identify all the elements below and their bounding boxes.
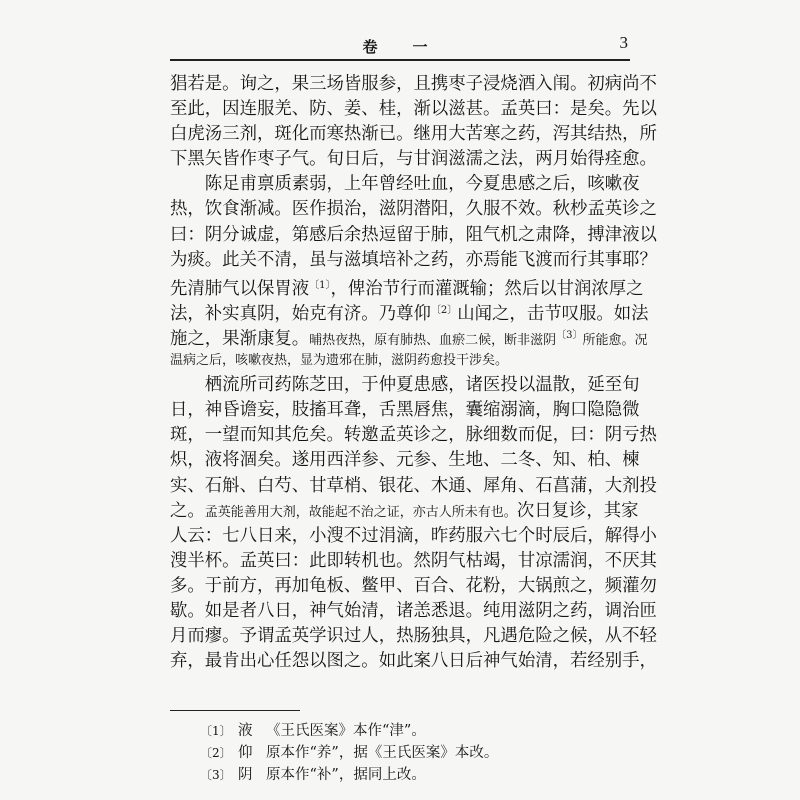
text-line: 至此，因连服羌、防、姜、桂，渐以滋甚。孟英曰：是矣。先以 bbox=[170, 99, 657, 120]
text-line: 曰：阴分诚虚，第感后余热逗留于肺，阻气机之肃降，搏津液以 bbox=[170, 224, 657, 245]
text-line bbox=[170, 323, 648, 349]
page-number: 3 bbox=[619, 33, 628, 52]
text-segment: 次日复诊，其家 bbox=[516, 500, 639, 521]
footnote-text: 《王氏医案》本作“津”。 bbox=[266, 723, 426, 739]
header-divider bbox=[170, 59, 630, 61]
footnote bbox=[200, 720, 620, 742]
commentary-note: 晡热夜热，原有肺热、血瘀二候，断非滋阴 bbox=[309, 332, 557, 348]
text-segment: 施之，果渐康复。 bbox=[170, 328, 310, 349]
footnote-ref-1[interactable]: 〔1〕 bbox=[309, 279, 331, 291]
footnote-ref-2[interactable]: 〔2〕 bbox=[430, 304, 458, 316]
book-page bbox=[170, 28, 657, 788]
text-line bbox=[170, 273, 644, 299]
text-line bbox=[170, 499, 639, 524]
text-line: 溲半杯。孟英曰：此即转机也。然阴气枯竭，甘凉濡润，不厌其 bbox=[170, 550, 657, 571]
text-line: 日，神昏谵妄，肢搐耳聋，舌黑唇焦，囊缩溺滴，胸口隐隐微 bbox=[170, 400, 640, 421]
footnote-text: 原本作“养”，据《王氏医案》本改。 bbox=[266, 745, 499, 761]
commentary-line: 温病之后，咳嗽夜热，显为遗邪在肺，滋阴药愈投干涉矣。 bbox=[170, 353, 509, 369]
text-line: 下黑矢皆作枣子气。旬日后，与甘润滋濡之法，两月始得痊愈。 bbox=[170, 149, 657, 170]
text-line: 为痰。此关不清，虽与滋填培补之药，亦焉能飞渡而行其事耶？ bbox=[170, 249, 657, 270]
footnote-word: 液 bbox=[238, 723, 253, 739]
text-line: 弃，最肯出心任怨以图之。如此案八日后神气始清，若经别手， bbox=[170, 651, 657, 672]
text-line: 陈足甫禀质素弱，上年曾经吐血，今夏患感之后，咳嗽夜 bbox=[170, 174, 640, 195]
text-line: 猖若是。询之，果三场皆服参，且携枣子浸烧酒入闱。初病尚不 bbox=[170, 74, 657, 94]
text-segment: 法，补实真阴，始克有济。乃尊仰 bbox=[170, 303, 431, 324]
main-text bbox=[170, 72, 657, 674]
footnote-divider bbox=[170, 710, 300, 711]
text-segment: ，俾治节行而灌溉输；然后以甘润浓厚之 bbox=[330, 278, 644, 299]
footnote-word: 仰 bbox=[238, 745, 253, 761]
footnote-mark: 〔2〕 bbox=[200, 746, 232, 760]
chapter-title: 卷 一 bbox=[362, 38, 438, 56]
commentary-note: 孟英能善用大剂，故能起不治之证，亦古人所未有也。 bbox=[204, 504, 517, 520]
footnote-ref-3[interactable]: 〔3〕 bbox=[556, 329, 583, 341]
text-line: 人云：七八日来，小溲不过涓滴，昨药服六七个时辰后，解得小 bbox=[170, 525, 657, 546]
text-line: 栖流所司药陈芝田，于仲夏患感，诸医投以温散，延至旬 bbox=[170, 375, 640, 396]
text-line: 炽，液将涸矣。遂用西洋参、元参、生地、二冬、知、柏、楝 bbox=[170, 450, 640, 471]
footnote bbox=[200, 764, 620, 786]
running-header bbox=[170, 28, 630, 62]
text-line: 月而瘳。予谓孟英学识过人，热肠独具，凡遇危险之候，从不轻 bbox=[170, 626, 657, 647]
text-line: 多。于前方，再加龟板、鳖甲、百合、花粉，大锅煎之，频灌勿 bbox=[170, 575, 657, 596]
footnote-mark: 〔1〕 bbox=[200, 724, 232, 738]
footnote bbox=[200, 742, 620, 764]
text-line: 斑，一望而知其危矣。转邀孟英诊之，脉细数而促，曰：阴亏热 bbox=[170, 425, 657, 446]
footnote-mark: 〔3〕 bbox=[200, 768, 232, 782]
footnote-text: 原本作“补”，据同上改。 bbox=[266, 767, 426, 783]
text-line: 实、石斛、白芍、甘草梢、银花、木通、犀角、石菖蒲，大剂投 bbox=[170, 475, 657, 496]
text-segment: 之。 bbox=[170, 500, 205, 521]
text-line bbox=[170, 298, 649, 324]
footnote-word: 阴 bbox=[238, 767, 253, 783]
text-line: 白虎汤三剂，斑化而寒热渐已。继用大苦寒之药，泻其结热，所 bbox=[170, 124, 657, 145]
commentary-note: 所能愈。况 bbox=[582, 332, 648, 348]
text-line: 歇。如是者八日，神气始清，诸恙悉退。纯用滋阴之药，调治匝 bbox=[170, 600, 657, 621]
footnotes bbox=[200, 720, 620, 786]
text-line: 热，饮食渐减。医作损治，滋阴潜阳，久服不效。秋杪孟英诊之 bbox=[170, 199, 657, 220]
text-segment: 山闻之，击节叹服。如法 bbox=[457, 303, 649, 324]
text-segment: 先清肺气以保胃液 bbox=[170, 278, 310, 299]
